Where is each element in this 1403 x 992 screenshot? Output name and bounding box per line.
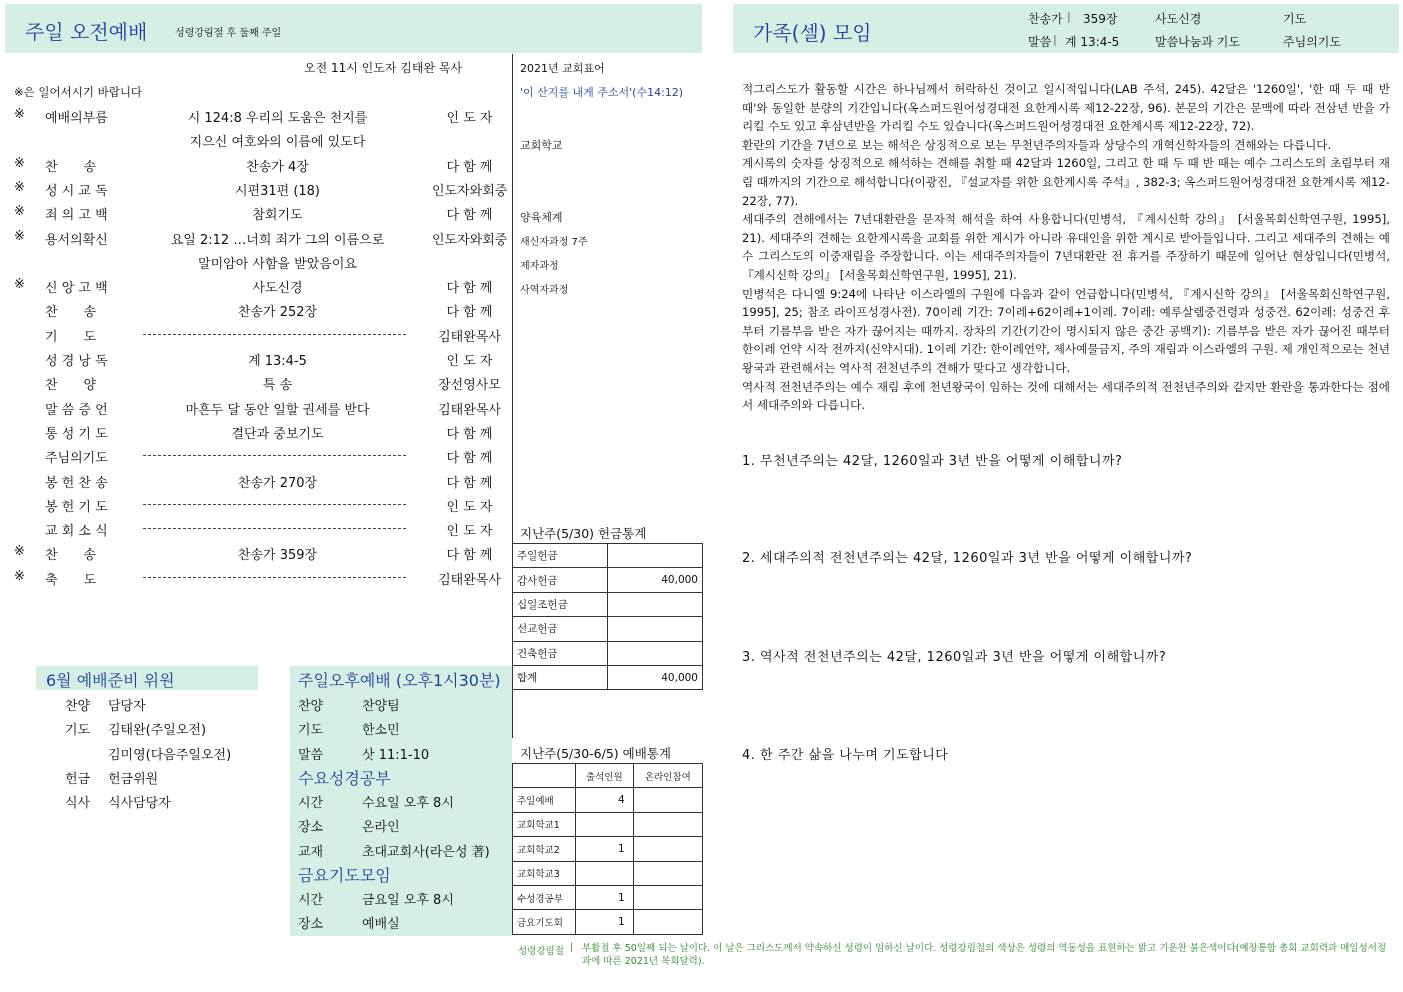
service-content: 사도신경 (252, 281, 303, 297)
schedule-role: 장소 (298, 917, 324, 933)
service-row (0, 127, 510, 151)
prep-header (36, 666, 258, 690)
service-item: 성 시 교 독 (45, 183, 108, 199)
prep-name: 식사담당자 (108, 796, 171, 812)
attendance-online (633, 812, 702, 836)
attendance-count (576, 861, 634, 885)
offering-row (513, 592, 703, 616)
course-3: 사역자과정 (520, 285, 569, 296)
service-content: 찬송가 359장 (237, 548, 318, 564)
footer-label: 성령강림절 (518, 946, 564, 957)
question-2: 2. 세대주의적 전천년주의는 42달, 1260일과 3년 반을 어떻게 이해합니까? (742, 551, 1193, 566)
service-time-leader: 오전 11시 인도자 김태완 목사 (304, 61, 463, 75)
service-row (0, 297, 510, 321)
lords-prayer: 주님의기도 (1283, 35, 1341, 49)
study-paragraph: 역사적 전천년주의는 예수 재림 후에 천년왕국이 임하는 것에 대해서는 세대주의적 전천년주의와 같지만 환란을 통과한다는 점에서 세대주의와 다릅니다. (742, 379, 1390, 413)
schedule-role: 기도 (298, 723, 324, 739)
right-header (733, 4, 1399, 53)
wed-title: 수요성경공부 (298, 769, 391, 788)
attendance-count: 1 (576, 837, 634, 861)
service-item: 성 경 낭 독 (45, 354, 108, 369)
prep-name: 김태완(주일오전) (108, 723, 207, 739)
stand-mark: ※ (14, 228, 25, 244)
service-content: 특 송 (262, 378, 293, 394)
study-paragraph: 적그리스도가 활동할 시간은 하나님께서 허락하신 것이고 일시적입니다(LAB 주석, 245). 42달은 '1260일', '한 때 두 때 반 때'와 동일한 분량의 기간입니다(옥스퍼드원어성경대전 요한계시록 제12-22장, 96). 본문의 기간은 문맥에 따라 전삼년 반을 가리킬 수도 있고 후삼년반을 가리킬 수도 있습니다(옥스퍼드원어성경대전 요한계시록 제12-22장, 72). (742, 82, 1390, 134)
schedule-value: 수요일 오후 8시 (362, 796, 454, 811)
service-content: 시 124:8 우리의 도움은 천지를 (187, 111, 368, 126)
dashed-leader-line (143, 504, 406, 505)
attendance-row (513, 788, 703, 812)
attendance-online (633, 788, 702, 812)
offering-name: 주일헌금 (513, 544, 608, 568)
service-row (0, 176, 510, 200)
prep-name: 담당자 (108, 699, 146, 714)
offering-row (513, 617, 703, 641)
offering-table (512, 543, 703, 690)
service-item: 찬 송 (45, 159, 97, 175)
service-item: 찬 송 (45, 305, 97, 321)
schedule-role: 장소 (298, 820, 324, 836)
service-leader: 김태완목사 (438, 329, 501, 345)
attendance-online (633, 910, 702, 934)
service-row (0, 419, 510, 443)
attendance-header-row (513, 764, 703, 788)
schedule-role: 교재 (298, 844, 324, 860)
service-row (0, 322, 510, 346)
offering-amount: 40,000 (608, 665, 703, 689)
service-row (0, 395, 510, 419)
attendance-row (513, 861, 703, 885)
attendance-online (633, 861, 702, 885)
service-leader: 김태완목사 (438, 572, 501, 588)
stand-mark: ※ (14, 568, 25, 584)
stand-mark: ※ (14, 179, 25, 195)
study-paragraph: 세대주의 견해에서는 7년대환란을 문자적 해석을 하여 사용합니다(민병석, 『계시신학 강의』 [서울목회신학연구원, 1995], 21). 세대주의 견해는 요한계시록을 교회를 위한 계시가 아니라 유대인을 위한 계시로 받아들입니다. 그리고 세대주의 견해는 예수 그리스도의 이중재림을 주장합니다. 이는 세대주의자들이 7년대환란 전 휴거를 주장하기 때문에 일어난 현상입니다(민병석, 『계시신학 강의』 [서울목회신학연구원, 1995], 21). (742, 212, 1390, 282)
schedule-value: 예배실 (362, 917, 400, 933)
stand-mark: ※ (14, 107, 25, 122)
stand-mark: ※ (14, 277, 25, 293)
left-title: 주일 오전예배 (25, 20, 148, 44)
attendance-name: 주일예배 (513, 788, 576, 812)
service-row (0, 565, 510, 589)
schedule-role: 말씀 (298, 747, 324, 763)
attendance-header: 출석인원 (576, 764, 634, 788)
service-content: 계 13:4-5 (248, 354, 307, 369)
service-item: 봉 헌 찬 송 (45, 475, 108, 491)
hymn-number: 359장 (1083, 12, 1118, 26)
service-content: 찬송가 252장 (237, 305, 318, 321)
footer-text: 부활절 후 50일째 되는 날이다. 이 날은 그리스도께서 약속하신 성령이 임하신 날이다. 성령강림절의 색상은 성령의 역동성을 표현하는 밝고 기운찬 붉은색이다(예장통합 총회 교회력과 매일성서정과에 따른 2021년 목회달력). (582, 943, 1387, 967)
afternoon-title: 주일오후예배 (오후1시30분) (298, 671, 501, 690)
service-content: 지으신 여호와의 이름에 있도다 (189, 135, 366, 151)
prep-role: 식사 (65, 796, 91, 812)
dashed-leader-line (143, 577, 406, 578)
service-content: 요일 2:12 …너희 죄가 그의 이름으로 (170, 232, 385, 248)
service-row (0, 152, 510, 176)
attendance-online (633, 885, 702, 909)
word-sep: | (1053, 33, 1057, 46)
attendance-row (513, 885, 703, 909)
prep-role: 찬양 (65, 699, 91, 714)
word-label: 말씀 (1028, 35, 1052, 49)
attendance-name: 금요기도회 (513, 910, 576, 934)
service-leader: 인 도 자 (446, 111, 493, 126)
dashed-leader-line (143, 528, 406, 529)
service-item: 신 앙 고 백 (45, 281, 108, 297)
motto: '이 산지를 내게 주소서'(수14:12) (520, 86, 684, 99)
service-row (0, 249, 510, 273)
service-leader: 다 함 께 (446, 281, 493, 297)
service-leader: 다 함 께 (446, 451, 493, 467)
schedule-role: 시간 (298, 893, 324, 908)
share-prayer: 말씀나눔과 기도 (1155, 35, 1240, 49)
service-row (0, 516, 510, 540)
prep-role: 헌금 (65, 771, 91, 787)
attendance-row (513, 812, 703, 836)
prep-title: 6월 예배준비 위원 (46, 671, 175, 690)
offering-name: 건축헌금 (513, 641, 608, 665)
offering-name: 합계 (513, 665, 608, 689)
attendance-row (513, 910, 703, 934)
attendance-count: 1 (576, 885, 634, 909)
offering-name: 선교헌금 (513, 617, 608, 641)
offering-amount (608, 544, 703, 568)
service-item: 말 씀 증 언 (45, 402, 108, 418)
service-leader: 장선영사모 (438, 378, 501, 394)
service-leader: 인 도 자 (446, 354, 493, 369)
schedule-value: 금요일 오후 8시 (362, 893, 454, 908)
attendance-table (512, 763, 703, 935)
service-content: 찬송가 270장 (237, 475, 318, 491)
service-content: 마흔두 달 동안 일할 권세를 받다 (185, 402, 370, 418)
schedule-role: 찬양 (298, 699, 324, 714)
fri-title: 금요기도모임 (298, 866, 391, 885)
year-motto-label: 2021년 교회표어 (520, 62, 605, 75)
service-row (0, 492, 510, 516)
service-row (0, 200, 510, 224)
service-item: 통 성 기 도 (45, 426, 108, 442)
attendance-name: 교회학교1 (513, 812, 576, 836)
attendance-title: 지난주(5/30-6/5) 예배통계 (520, 746, 671, 761)
word-ref: 계 13:4-5 (1065, 35, 1120, 49)
left-header (5, 4, 702, 53)
service-leader: 다 함 께 (446, 548, 493, 564)
service-leader: 다 함 께 (446, 159, 493, 175)
offering-title: 지난주(5/30) 헌금통계 (520, 526, 647, 541)
service-item: 주님의기도 (45, 451, 108, 467)
offering-row (513, 665, 703, 689)
hymn-label: 찬송가 (1028, 12, 1063, 26)
stand-note: ※은 일어서시기 바랍니다 (14, 85, 143, 99)
question-4: 4. 한 주간 삶을 나누며 기도합니다 (742, 748, 949, 763)
offering-row (513, 544, 703, 568)
stand-mark: ※ (14, 544, 25, 560)
service-item: 찬 양 (45, 378, 97, 394)
service-item: 교 회 소 식 (45, 524, 108, 540)
prep-role: 기도 (65, 723, 91, 739)
service-content: 시편31편 (18) (234, 183, 321, 199)
course-1: 새신자과정 7주 (520, 237, 588, 248)
middle-divider-lower (512, 690, 513, 738)
attendance-row (513, 837, 703, 861)
prep-name: 헌금위원 (108, 771, 159, 787)
service-leader: 김태완목사 (438, 402, 501, 418)
offering-amount (608, 617, 703, 641)
service-content: 결단과 중보기도 (231, 426, 324, 442)
nurture-label: 양육체계 (520, 211, 563, 224)
course-2: 제자과정 (520, 261, 559, 272)
service-leader: 인도자와회중 (432, 183, 508, 199)
offering-row (513, 641, 703, 665)
service-item: 기 도 (45, 329, 97, 345)
service-leader: 다 함 께 (446, 305, 493, 321)
schedule-value: 찬양팀 (362, 699, 400, 714)
offering-name: 십일조헌금 (513, 592, 608, 616)
offering-amount: 40,000 (608, 568, 703, 592)
study-paragraph: 계시록의 숫자를 상징적으로 해석하는 견해를 취할 때 42달과 1260일, 그리고 한 때 두 때 반 때는 예수 그리스도의 초림부터 재림 때까지의 기간으로 해석합니다(이광진, 『설교자를 위한 요한계시록 주석』, 382-3; 옥스퍼드원어성경대전 요한계시록 제12-22장, 77). (742, 156, 1390, 208)
service-item: 죄 의 고 백 (45, 208, 108, 224)
study-paragraph: 민병석은 다니엘 9:24에 나타난 이스라엘의 구원에 다음과 같이 언급합니다(민병석, 『계시신학 강의』 [서울목회신학연구원, 1995], 25; 참조 라이프성경사전). 70이레 기간: 7이레+62이레+1이레. 7이레: 예루살렘중건령과 성중건. 62이레: 성중건 후부터 기름부음 받은 자가 끊어지는 때까지. 장차의 기간(기간이 명시되지 않은 중간 공백기): 기름부음 받은 자가 끊어진 때부터 한이레 언약 시작 전까지(신약시대). 1이레 기간: 한이레언약, 제사예물금지, 주의 재림과 이스라엘의 구원. 제 개인적으로는 천년왕국과 관련해서는 역사적 전천년주의 견해가 맞다고 생각합니다. (742, 286, 1390, 375)
hymn-sep: | (1067, 10, 1071, 23)
study-paragraph: 환란의 기간을 7년으로 보는 해석은 상징적으로 보는 무천년주의자들과 상당수의 개혁신학자들의 견해와는 다릅니다. (742, 137, 1332, 152)
service-row (0, 346, 510, 370)
service-leader: 인 도 자 (446, 499, 493, 515)
schedule-role: 시간 (298, 796, 324, 811)
service-item: 축 도 (45, 572, 97, 588)
service-row (0, 225, 510, 249)
dashed-leader-line (143, 334, 406, 335)
attendance-name: 수성경공부 (513, 885, 576, 909)
service-row (0, 443, 510, 467)
service-leader: 다 함 께 (446, 475, 493, 491)
service-row (0, 370, 510, 394)
service-row (0, 103, 510, 127)
attendance-header (513, 764, 576, 788)
attendance-count: 1 (576, 910, 634, 934)
prep-name: 김미영(다음주일오전) (108, 747, 232, 763)
attendance-name: 교회학교2 (513, 837, 576, 861)
prayer: 기도 (1283, 12, 1307, 26)
question-3: 3. 역사적 전천년주의는 42달, 1260일과 3년 반을 어떻게 이해합니까? (742, 650, 1167, 665)
service-content: 찬송가 4장 (246, 159, 309, 175)
service-row (0, 468, 510, 492)
service-row (0, 273, 510, 297)
schedule-value: 삿 11:1-10 (362, 747, 430, 763)
service-item: 용서의확신 (45, 232, 108, 248)
stand-mark: ※ (14, 204, 25, 220)
school-label: 교회학교 (520, 139, 563, 152)
study-paragraphs (742, 80, 1390, 415)
service-leader: 다 함 께 (446, 426, 493, 442)
offering-name: 감사헌금 (513, 568, 608, 592)
schedule-value: 한소민 (362, 723, 400, 739)
attendance-count: 4 (576, 788, 634, 812)
attendance-online (633, 837, 702, 861)
right-title: 가족(셀) 모임 (753, 21, 872, 45)
service-leader: 인도자와회중 (432, 232, 508, 248)
creed: 사도신경 (1155, 12, 1202, 26)
service-item: 찬 송 (45, 548, 97, 564)
service-content: 말미암아 사함을 받았음이요 (198, 256, 357, 272)
offering-amount (608, 592, 703, 616)
question-1: 1. 무천년주의는 42달, 1260일과 3년 반을 어떻게 이해합니까? (742, 454, 1123, 469)
service-content: 참회기도 (252, 208, 303, 224)
schedule-value: 초대교회사(라은성 著) (362, 844, 490, 860)
footer-sep: | (570, 942, 574, 953)
service-item: 예배의부름 (45, 111, 108, 126)
attendance-name: 교회학교3 (513, 861, 576, 885)
left-subtitle: 성령강림절 후 둘째 주일 (175, 28, 282, 39)
service-row (0, 540, 510, 564)
stand-mark: ※ (14, 155, 25, 171)
attendance-count (576, 812, 634, 836)
offering-row (513, 568, 703, 592)
service-item: 봉 헌 기 도 (45, 499, 108, 515)
service-leader: 다 함 께 (446, 208, 493, 224)
dashed-leader-line (143, 455, 406, 456)
offering-amount (608, 641, 703, 665)
schedule-value: 온라인 (362, 820, 400, 836)
attendance-header: 온라인참여 (633, 764, 702, 788)
service-leader: 인 도 자 (446, 524, 493, 540)
